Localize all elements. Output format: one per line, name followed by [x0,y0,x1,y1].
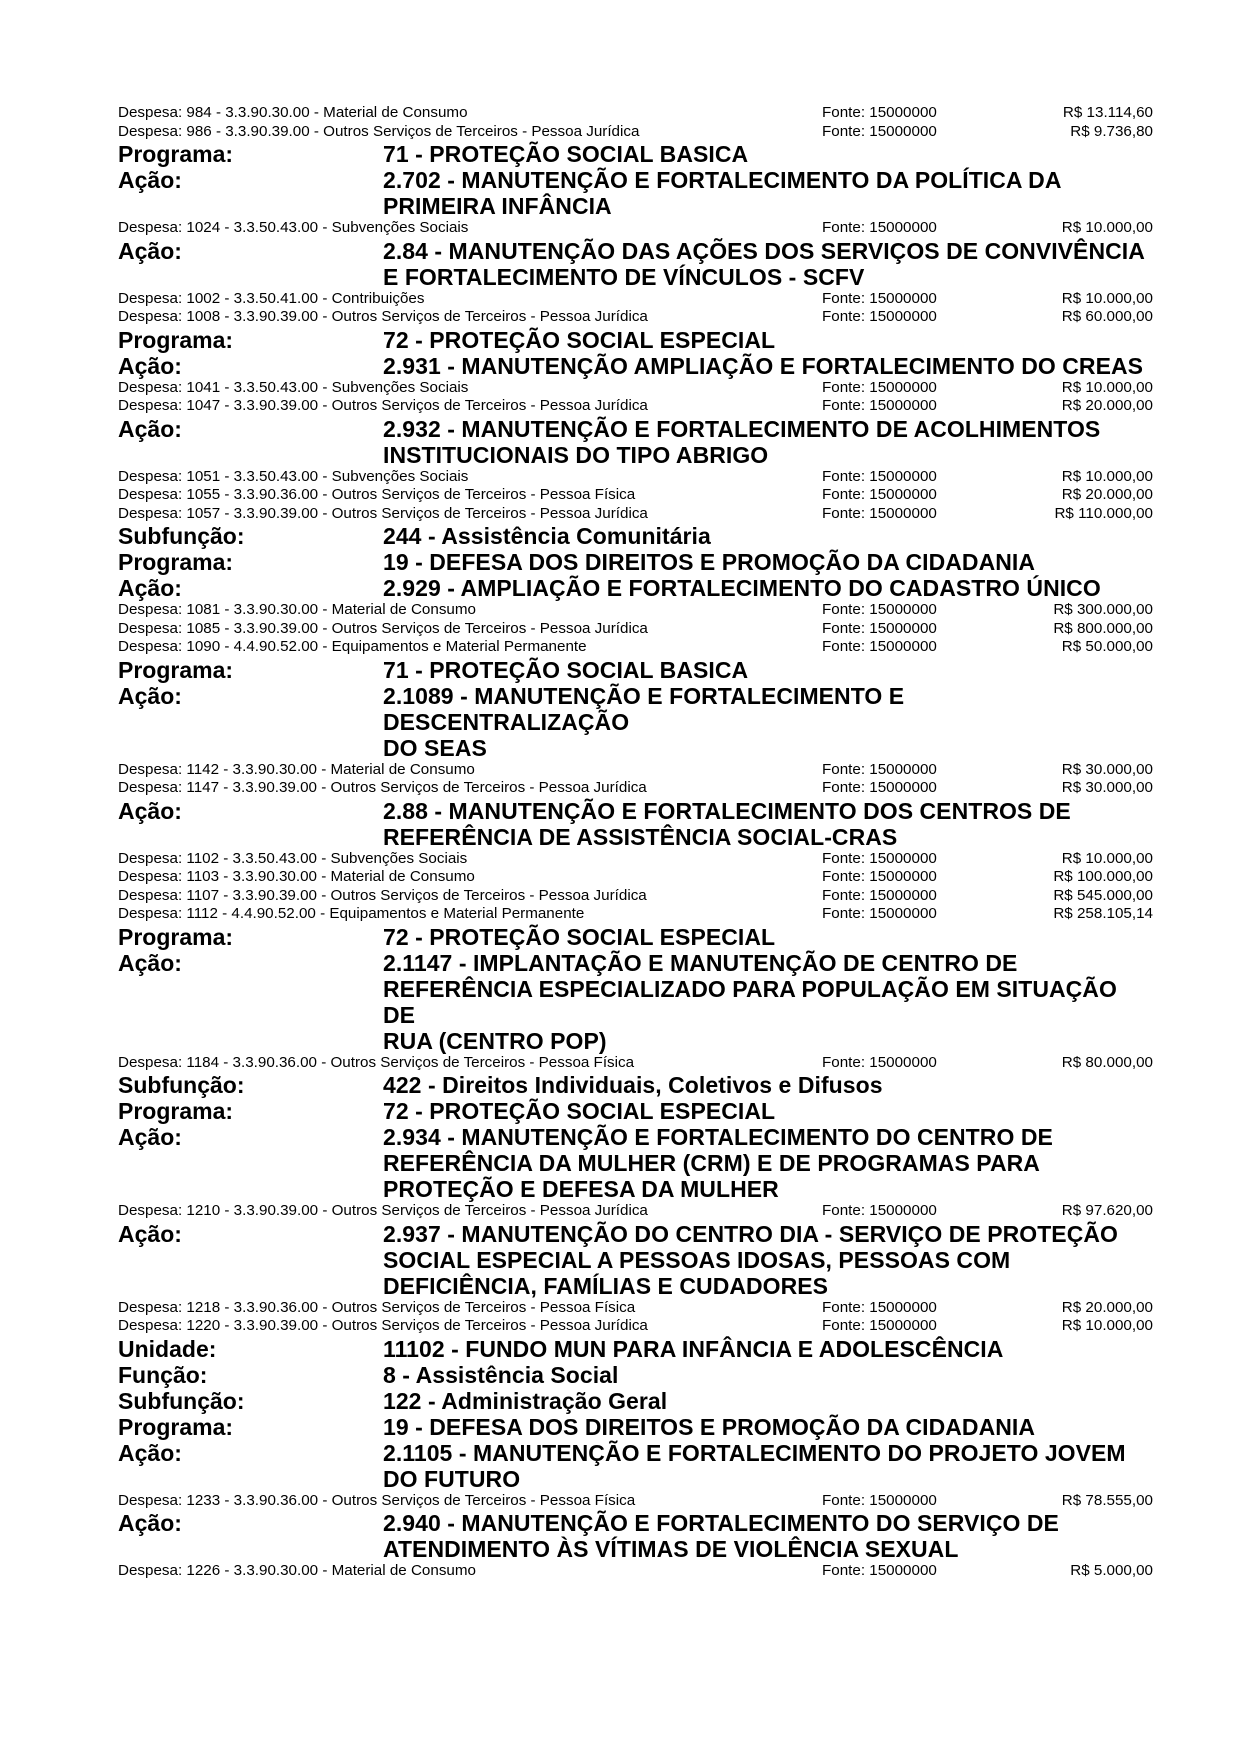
heading-label: Programa: [118,1098,234,1124]
despesa-row [118,308,1153,327]
heading-text: 2.940 - MANUTENÇÃO E FORTALECIMENTO DO SERVIÇO DE ATENDIMENTO ÀS VÍTIMAS DE VIOLÊNCIA SEXUAL [383,1510,1059,1562]
despesa-description: Despesa: 986 - 3.3.90.39.00 - Outros Serviços de Terceiros - Pessoa Jurídica [118,122,640,140]
despesa-description: Despesa: 1055 - 3.3.90.36.00 - Outros Serviços de Terceiros - Pessoa Física [118,486,636,503]
heading-label: Programa: [118,923,234,950]
despesa-valor: R$ 78.555,00 [1061,1491,1153,1509]
heading-text: 2.84 - MANUTENÇÃO DAS AÇÕES DOS SERVIÇOS DE CONVIVÊNCIA E FORTALECIMENTO DE VÍNCULOS - SCFV [383,237,1145,290]
despesa-row [118,601,1153,620]
section-heading [118,798,1153,850]
despesa-valor: R$ 13.114,60 [1062,104,1153,121]
section-heading [118,1124,1153,1202]
despesa-row [118,868,1153,887]
section-heading [118,1336,1153,1362]
despesa-fonte: Fonte: 15000000 [822,1562,937,1579]
heading-label: Subfunção: [118,1072,245,1098]
despesa-fonte: Fonte: 15000000 [822,378,937,396]
despesa-description: Despesa: 1220 - 3.3.90.39.00 - Outros Serviços de Terceiros - Pessoa Jurídica [118,1317,648,1334]
despesa-description: Despesa: 1024 - 3.3.50.43.00 - Subvenções Sociais [118,219,469,236]
heading-text: 2.934 - MANUTENÇÃO E FORTALECIMENTO DO CENTRO DE REFERÊNCIA DA MULHER (CRM) E DE PROGRAMAS PARA PROTEÇÃO E DEFESA DA MULHER [383,1124,1053,1202]
heading-label: Programa: [118,549,234,575]
despesa-valor: R$ 110.000,00 [1054,504,1153,522]
despesa-row [118,290,1153,309]
despesa-valor: R$ 80.000,00 [1061,1053,1153,1071]
heading-text: 2.931 - MANUTENÇÃO AMPLIAÇÃO E FORTALECIMENTO DO CREAS [383,352,1144,379]
heading-text: 422 - Direitos Individuais, Coletivos e Difusos [383,1072,883,1098]
despesa-description: Despesa: 1210 - 3.3.90.39.00 - Outros Serviços de Terceiros - Pessoa Jurídica [118,1202,648,1219]
despesa-row [118,638,1153,657]
section-heading [118,141,1153,167]
despesa-row [118,779,1153,798]
despesa-fonte: Fonte: 15000000 [822,868,937,885]
heading-text: 2.932 - MANUTENÇÃO E FORTALECIMENTO DE ACOLHIMENTOS INSTITUCIONAIS DO TIPO ABRIGO [383,415,1101,468]
despesa-valor: R$ 10.000,00 [1061,1317,1153,1334]
budget-document [118,104,1153,1581]
section-heading [118,950,1153,1054]
section-heading [118,238,1153,290]
despesa-description: Despesa: 1008 - 3.3.90.39.00 - Outros Serviços de Terceiros - Pessoa Jurídica [118,308,648,325]
heading-label: Programa: [118,1413,234,1440]
heading-text: 2.88 - MANUTENÇÃO E FORTALECIMENTO DOS CENTROS DE REFERÊNCIA DE ASSISTÊNCIA SOCIAL-CRAS [383,797,1071,850]
despesa-valor: R$ 20.000,00 [1061,397,1153,414]
despesa-valor: R$ 10.000,00 [1061,467,1153,485]
despesa-row [118,887,1153,906]
despesa-row [118,905,1153,924]
heading-label: Função: [118,1361,208,1388]
despesa-row [118,486,1153,505]
despesa-fonte: Fonte: 15000000 [822,1053,937,1071]
despesa-description: Despesa: 1041 - 3.3.50.43.00 - Subvenções Sociais [118,378,469,396]
despesa-valor: R$ 800.000,00 [1053,619,1153,637]
despesa-fonte: Fonte: 15000000 [822,760,937,778]
section-heading [118,353,1153,379]
despesa-fonte: Fonte: 15000000 [822,289,937,307]
heading-text: 2.1147 - IMPLANTAÇÃO E MANUTENÇÃO DE CENTRO DE REFERÊNCIA ESPECIALIZADO PARA POPULAÇÃO EM SITUAÇÃO DE RUA (CENTRO POP) [383,949,1117,1054]
despesa-description: Despesa: 1047 - 3.3.90.39.00 - Outros Serviços de Terceiros - Pessoa Jurídica [118,397,648,414]
despesa-valor: R$ 258.105,14 [1053,905,1153,922]
heading-label: Ação: [118,797,182,824]
heading-text: 11102 - FUNDO MUN PARA INFÂNCIA E ADOLESCÊNCIA [383,1335,1004,1362]
despesa-valor: R$ 5.000,00 [1070,1562,1153,1579]
heading-label: Ação: [118,1124,182,1150]
despesa-row [118,620,1153,639]
despesa-row [118,1317,1153,1336]
despesa-fonte: Fonte: 15000000 [822,308,937,325]
despesa-valor: R$ 100.000,00 [1053,868,1153,885]
despesa-row [118,468,1153,487]
heading-label: Programa: [118,326,234,353]
despesa-valor: R$ 10.000,00 [1061,378,1153,396]
heading-text: 72 - PROTEÇÃO SOCIAL ESPECIAL [383,923,776,950]
despesa-description: Despesa: 1112 - 4.4.90.52.00 - Equipamentos e Material Permanente [118,905,585,922]
despesa-description: Despesa: 1184 - 3.3.90.36.00 - Outros Serviços de Terceiros - Pessoa Física [118,1053,635,1071]
despesa-fonte: Fonte: 15000000 [822,849,937,867]
heading-text: 71 - PROTEÇÃO SOCIAL BASICA [383,656,749,683]
heading-label: Ação: [118,1439,182,1466]
despesa-row [118,761,1153,780]
heading-text: 19 - DEFESA DOS DIREITOS E PROMOÇÃO DA CIDADANIA [383,549,1036,575]
despesa-description: Despesa: 1218 - 3.3.90.36.00 - Outros Serviços de Terceiros - Pessoa Física [118,1298,636,1316]
despesa-description: Despesa: 1057 - 3.3.90.39.00 - Outros Serviços de Terceiros - Pessoa Jurídica [118,504,648,522]
heading-text: 2.937 - MANUTENÇÃO DO CENTRO DIA - SERVIÇO DE PROTEÇÃO SOCIAL ESPECIAL A PESSOAS IDOSAS, PESSOAS COM DEFICIÊNCIA, FAMÍLIAS E CUDADORES [383,1220,1118,1299]
heading-label: Ação: [118,575,182,601]
despesa-fonte: Fonte: 15000000 [822,122,937,140]
heading-label: Ação: [118,949,182,976]
section-heading [118,1072,1153,1098]
heading-label: Ação: [118,682,182,709]
despesa-description: Despesa: 1090 - 4.4.90.52.00 - Equipamentos e Material Permanente [118,638,587,655]
heading-text: 2.1105 - MANUTENÇÃO E FORTALECIMENTO DO PROJETO JOVEM DO FUTURO [383,1439,1126,1492]
despesa-valor: R$ 30.000,00 [1061,760,1153,778]
despesa-valor: R$ 30.000,00 [1061,779,1153,796]
despesa-description: Despesa: 984 - 3.3.90.30.00 - Material de Consumo [118,104,468,121]
heading-label: Ação: [118,415,182,442]
despesa-fonte: Fonte: 15000000 [822,1317,937,1334]
section-heading [118,657,1153,683]
despesa-fonte: Fonte: 15000000 [822,619,937,637]
section-heading [118,683,1153,761]
despesa-valor: R$ 10.000,00 [1061,849,1153,867]
heading-text: 2.702 - MANUTENÇÃO E FORTALECIMENTO DA POLÍTICA DA PRIMEIRA INFÂNCIA [383,167,1062,219]
despesa-valor: R$ 20.000,00 [1061,1298,1153,1316]
despesa-fonte: Fonte: 15000000 [822,1202,937,1219]
section-heading [118,327,1153,353]
despesa-fonte: Fonte: 15000000 [822,886,937,904]
despesa-fonte: Fonte: 15000000 [822,1491,937,1509]
despesa-row [118,104,1153,123]
despesa-valor: R$ 10.000,00 [1061,289,1153,307]
despesa-row [118,1202,1153,1221]
despesa-row [118,123,1153,142]
despesa-valor: R$ 97.620,00 [1061,1202,1153,1219]
despesa-description: Despesa: 1142 - 3.3.90.30.00 - Material de Consumo [118,760,475,778]
heading-label: Ação: [118,167,182,193]
despesa-valor: R$ 545.000,00 [1053,886,1153,904]
heading-text: 19 - DEFESA DOS DIREITOS E PROMOÇÃO DA CIDADANIA [383,1413,1036,1440]
despesa-row [118,1054,1153,1073]
despesa-row [118,850,1153,869]
heading-label: Ação: [118,352,182,379]
section-heading [118,1362,1153,1388]
heading-text: 71 - PROTEÇÃO SOCIAL BASICA [383,141,749,167]
despesa-valor: R$ 50.000,00 [1061,638,1153,655]
section-heading [118,924,1153,950]
despesa-valor: R$ 20.000,00 [1061,486,1153,503]
heading-label: Subfunção: [118,1387,245,1414]
despesa-description: Despesa: 1102 - 3.3.50.43.00 - Subvenções Sociais [118,849,468,867]
heading-label: Unidade: [118,1335,217,1362]
despesa-description: Despesa: 1103 - 3.3.90.30.00 - Material de Consumo [118,868,475,885]
section-heading [118,1510,1153,1562]
despesa-fonte: Fonte: 15000000 [822,905,937,922]
despesa-fonte: Fonte: 15000000 [822,1298,937,1316]
despesa-description: Despesa: 1226 - 3.3.90.30.00 - Material de Consumo [118,1562,476,1579]
heading-label: Programa: [118,656,234,683]
heading-text: 122 - Administração Geral [383,1387,668,1414]
despesa-valor: R$ 10.000,00 [1061,219,1153,236]
section-heading [118,1388,1153,1414]
despesa-description: Despesa: 1107 - 3.3.90.39.00 - Outros Serviços de Terceiros - Pessoa Jurídica [118,886,647,904]
despesa-fonte: Fonte: 15000000 [822,504,937,522]
despesa-description: Despesa: 1233 - 3.3.90.36.00 - Outros Serviços de Terceiros - Pessoa Física [118,1491,636,1509]
heading-text: 2.929 - AMPLIAÇÃO E FORTALECIMENTO DO CADASTRO ÚNICO [383,575,1101,601]
heading-label: Subfunção: [118,523,245,549]
despesa-description: Despesa: 1085 - 3.3.90.39.00 - Outros Serviços de Terceiros - Pessoa Jurídica [118,619,648,637]
despesa-row [118,1299,1153,1318]
section-heading [118,523,1153,549]
despesa-valor: R$ 9.736,80 [1070,122,1153,140]
heading-text: 8 - Assistência Social [383,1361,619,1388]
section-heading [118,416,1153,468]
heading-label: Ação: [118,1510,182,1536]
despesa-description: Despesa: 1051 - 3.3.50.43.00 - Subvenções Sociais [118,467,469,485]
section-heading [118,1414,1153,1440]
heading-text: 72 - PROTEÇÃO SOCIAL ESPECIAL [383,1098,776,1124]
despesa-fonte: Fonte: 15000000 [822,779,937,796]
despesa-fonte: Fonte: 15000000 [822,638,937,655]
despesa-description: Despesa: 1147 - 3.3.90.39.00 - Outros Serviços de Terceiros - Pessoa Jurídica [118,779,647,796]
despesa-row [118,505,1153,524]
heading-text: 72 - PROTEÇÃO SOCIAL ESPECIAL [383,326,776,353]
heading-label: Ação: [118,1220,182,1247]
section-heading [118,1440,1153,1492]
despesa-fonte: Fonte: 15000000 [822,397,937,414]
heading-text: 2.1089 - MANUTENÇÃO E FORTALECIMENTO E DESCENTRALIZAÇÃO DO SEAS [383,682,905,761]
despesa-fonte: Fonte: 15000000 [822,601,937,618]
section-heading [118,575,1153,601]
despesa-row [118,1562,1153,1581]
section-heading [118,1098,1153,1124]
despesa-valor: R$ 60.000,00 [1061,308,1153,325]
despesa-row [118,397,1153,416]
despesa-fonte: Fonte: 15000000 [822,486,937,503]
despesa-description: Despesa: 1002 - 3.3.50.41.00 - Contribuições [118,289,425,307]
despesa-description: Despesa: 1081 - 3.3.90.30.00 - Material de Consumo [118,601,476,618]
section-heading [118,549,1153,575]
heading-text: 244 - Assistência Comunitária [383,523,711,549]
despesa-row [118,1492,1153,1511]
section-heading [118,167,1153,219]
heading-label: Programa: [118,141,234,167]
heading-label: Ação: [118,237,182,264]
despesa-fonte: Fonte: 15000000 [822,219,937,236]
despesa-fonte: Fonte: 15000000 [822,467,937,485]
despesa-row [118,219,1153,238]
despesa-fonte: Fonte: 15000000 [822,104,937,121]
despesa-valor: R$ 300.000,00 [1053,601,1153,618]
despesa-row [118,379,1153,398]
section-heading [118,1221,1153,1299]
